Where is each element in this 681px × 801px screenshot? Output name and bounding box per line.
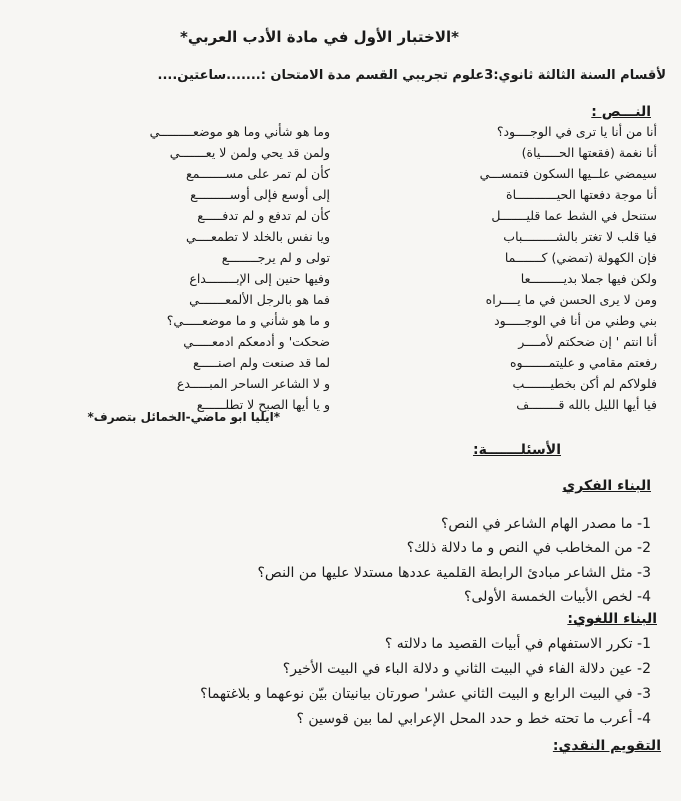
verse-left-6: ويا نفس بالخلد لا تطمعــــي <box>185 229 330 244</box>
linguistic-question-1: 1- تكرر الاستفهام في أبيات القصيد ما دلالته ؟ <box>384 636 651 652</box>
verse-right-1: أنا من أنا يا ترى في الوجــــود؟ <box>496 124 657 139</box>
verse-right-5: ستنحل في الشط عما قليـــــــل <box>491 208 657 223</box>
linguistic-question-4: 4- أعرب ما تحته خط و حدد المحل الإعرابي لما بين قوسين ؟ <box>296 711 651 727</box>
verse-left-2: ولمن قد يحي ولمن لا يعـــــــي <box>169 145 330 160</box>
intellectual-question-3: 3- مثل الشاعر مبادئ الرابطة القلمية عددها مستدلا عليها من النص؟ <box>257 565 651 581</box>
questions-heading: الأسئلـــــــة: <box>472 442 561 458</box>
exam-title: *الاختبار الأول في مادة الأدب العربي* <box>180 28 460 46</box>
verse-right-12: رفعتم مقامي و عليتمـــــــوه <box>509 355 657 370</box>
verse-right-14: فيا أيها الليل بالله قــــــــف <box>516 397 657 412</box>
poem-credit: *ايليا ابو ماضي-الخمائل بتصرف* <box>87 410 280 424</box>
verse-right-2: أنا نغمة (فقعتها الحـــــياة) <box>521 145 657 160</box>
verse-right-9: ومن لا يرى الحسن في ما يــــراه <box>485 292 657 307</box>
verse-left-5: كأن لم تدفع و لم تدفـــــع <box>197 208 330 223</box>
linguistic-heading: البناء اللغوي: <box>567 611 657 627</box>
verse-left-1: وما هو شأني وما هو موضعـــــــــي <box>149 124 330 139</box>
verse-left-7: تولى و لم يرجــــــــع <box>221 250 330 265</box>
verse-left-10: و ما هو شأني و ما موضعـــــي؟ <box>166 313 330 328</box>
verse-right-6: فيا قلب لا تغتر بالشـــــــــباب <box>503 229 657 244</box>
critical-heading: التقويم النقدي: <box>552 738 661 754</box>
verse-left-8: وفيها حنين إلى الإبــــــــداع <box>189 271 330 286</box>
verse-left-12: لما قد صنعت ولم اصنـــــع <box>193 355 330 370</box>
text-heading: النـــص : <box>591 104 651 120</box>
verse-left-4: إلى أوسع فإلى أوســـــــــع <box>190 187 330 202</box>
intellectual-heading: البناء الفكري <box>562 478 651 494</box>
intellectual-question-2: 2- من المخاطب في النص و ما دلالة ذلك؟ <box>406 540 651 556</box>
linguistic-question-3: 3- في البيت الرابع و البيت الثاني عشر' صورتان بيانيتان بيّن نوعهما و بلاغتهما؟ <box>200 686 651 702</box>
intellectual-question-1: 1- ما مصدر الهام الشاعر في النص؟ <box>440 516 651 532</box>
verse-right-8: ولكن فيها جملا بديـــــــــعا <box>520 271 657 286</box>
verse-right-4: أنا موجة دفعتها الحيـــــــــــاة <box>506 187 657 202</box>
linguistic-question-2: 2- عين دلالة الفاء في البيت الثاني و دلالة الباء في البيت الأخير؟ <box>282 661 651 677</box>
verse-right-13: فلولاكم لم أكن بخطيـــــــب <box>512 376 657 391</box>
verse-left-14: و يا أيها الصبح لا تطلــــــع <box>196 397 330 412</box>
intellectual-question-4: 4- لخص الأبيات الخمسة الأولى؟ <box>464 589 651 605</box>
verse-right-3: سيمضي علــيها السكون فتمســـي <box>479 166 657 181</box>
verse-left-11: ضحكت' و أدمعكم ادمعـــــي <box>183 334 330 349</box>
verse-right-10: بني وطني من أنا في الوجـــــود <box>494 313 657 328</box>
verse-left-3: كأن لم تمر على مســـــــمع <box>186 166 330 181</box>
verse-right-7: فإن الكهولة (تمضي) كـــــــما <box>504 250 657 265</box>
verse-right-11: أنا انتم ' إن ضحكتم لأمــــر <box>518 334 657 349</box>
exam-meta-line: لأقسام السنة الثالثة ثانوي:3علوم تجريبي القسم مدة الامتحان :.......ساعتين.... <box>157 68 666 83</box>
verse-left-13: و لا الشاعر الساحر المبـــــدع <box>176 376 330 391</box>
verse-left-9: فما هو بالرجل الألمعـــــــي <box>189 292 330 307</box>
